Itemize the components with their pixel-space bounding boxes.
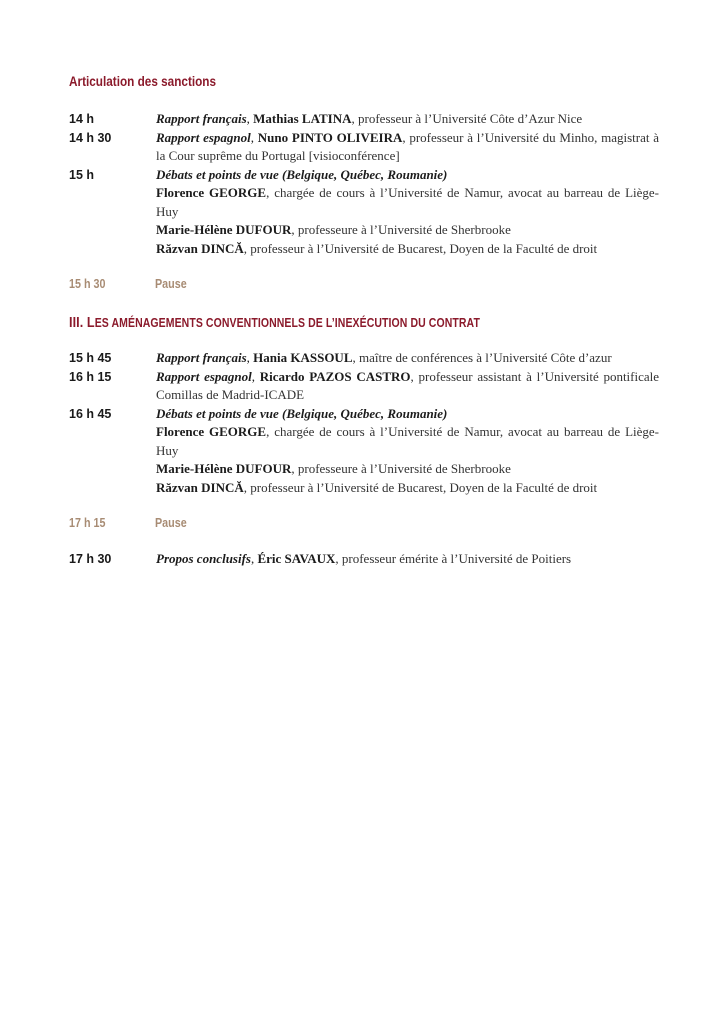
speaker-affiliation: , chargée de cours à l’Université de Namur, avocat au barreau de Liège-Huy [156, 424, 659, 458]
schedule-row [69, 405, 659, 424]
speaker-name: Éric SAVAUX [257, 551, 336, 566]
session-time-empty [69, 460, 156, 479]
session-title: Rapport espagnol [156, 368, 252, 384]
schedule-row [69, 221, 659, 240]
pause-time: 17 h 15 [69, 516, 106, 530]
session-time-empty [69, 221, 156, 240]
speaker-affiliation: , professeure à l’Université de Sherbrooke [291, 461, 511, 476]
pause-time: 15 h 30 [69, 277, 106, 291]
session-content [156, 460, 659, 479]
session-time: 14 h 30 [69, 130, 112, 145]
schedule-row [69, 166, 659, 185]
schedule-row [69, 550, 659, 569]
speaker-affiliation: , professeur à l’Université de Bucarest, Doyen de la Faculté de droit [243, 240, 598, 256]
speaker-affiliation: , professeur émérite à l’Université de Poitiers [335, 551, 572, 566]
session-title: Débats et points de vue (Belgique, Québec, Roumanie) [156, 405, 448, 421]
session-time: 17 h 30 [69, 552, 112, 566]
schedule-row [69, 240, 659, 259]
session-content: Rapport espagnol, Nuno PINTO OLIVEIRA, professeur à l’Université du Minho, magistrat à la Cour suprême du Portugal [visioconférence] [156, 129, 659, 163]
section-heading-iii [69, 314, 480, 331]
session-title: Rapport français [156, 111, 247, 126]
session-title: Rapport français [156, 350, 247, 365]
session-time: 16 h 15 [69, 369, 112, 384]
section-heading-prefix: III. L [69, 314, 95, 331]
speaker-affiliation: , professeur à l’Université de Bucarest, Doyen de la Faculté de droit [243, 479, 598, 495]
pause-label: Pause [155, 516, 187, 530]
speaker-affiliation: , professeur à l’Université du Minho, magistrat à la Cour suprême du Portugal [visioconférence] [156, 129, 659, 163]
schedule-row [69, 479, 659, 498]
speaker-name: Marie-Hélène DUFOUR [156, 461, 292, 476]
session-content [156, 184, 659, 221]
schedule-block-2 [69, 349, 659, 497]
schedule-row [69, 129, 659, 166]
session-content [156, 240, 659, 259]
speaker-name: Mathias LATINA [253, 111, 352, 126]
schedule-row [69, 349, 659, 368]
speaker-name: Hania KASSOUL [253, 350, 353, 365]
speaker-affiliation: , professeure à l’Université de Sherbrooke [291, 222, 511, 237]
session-time: 14 h [69, 112, 95, 126]
session-content [156, 405, 659, 424]
session-time: 15 h 45 [69, 351, 112, 365]
session-content: Rapport français, Hania KASSOUL, maître de conférences à l’Université Côte d’azur [156, 350, 612, 365]
schedule-row [69, 460, 659, 479]
session-time-empty [69, 240, 156, 259]
speaker-affiliation: , professeur assistant à l’Université pontificale Comillas de Madrid-ICADE [156, 368, 660, 402]
speaker-name: Florence GEORGE [156, 424, 267, 439]
section-heading-articulation: Articulation des sanctions [69, 73, 217, 89]
speaker-name: Ricardo PAZOS CASTRO [259, 368, 411, 384]
session-title: Propos conclusifs [156, 551, 251, 566]
session-time-empty [69, 184, 156, 221]
session-content: Propos conclusifs, Éric SAVAUX, professeur émérite à l’Université de Poitiers [156, 551, 572, 566]
pause-label: Pause [155, 277, 187, 291]
session-title: Rapport espagnol [156, 129, 251, 145]
section-heading-rest: ES AMÉNAGEMENTS CONVENTIONNELS DE L’INEXÉCUTION DU CONTRAT [94, 316, 480, 330]
schedule-row [69, 110, 659, 129]
session-time-empty [69, 479, 156, 498]
speaker-name: Florence GEORGE [156, 185, 267, 200]
session-time-empty [69, 423, 156, 460]
speaker-affiliation: , maître de conférences à l’Université Côte d’azur [352, 350, 612, 365]
speaker-name: Marie-Hélène DUFOUR [156, 222, 292, 237]
schedule-block-1 [69, 110, 659, 258]
session-content [156, 166, 659, 185]
session-content [156, 221, 659, 240]
schedule-row [69, 423, 659, 460]
session-time: 15 h [69, 167, 95, 182]
speaker-name: Răzvan DINCĂ [156, 240, 244, 256]
speaker-affiliation: , chargée de cours à l’Université de Namur, avocat au barreau de Liège-Huy [156, 185, 659, 219]
schedule-row [69, 184, 659, 221]
speaker-name: Răzvan DINCĂ [156, 479, 244, 495]
pause-row-1 [69, 277, 187, 291]
session-time: 16 h 45 [69, 406, 112, 421]
session-content [156, 423, 659, 460]
schedule-block-3 [69, 550, 659, 569]
schedule-row [69, 368, 659, 405]
session-content: Rapport espagnol, Ricardo PAZOS CASTRO, professeur assistant à l’Université pontificale Comillas de Madrid-ICADE [156, 368, 660, 402]
pause-row-2 [69, 516, 187, 530]
speaker-name: Nuno PINTO OLIVEIRA [257, 129, 403, 145]
session-content: Rapport français, Mathias LATINA, professeur à l’Université Côte d’Azur Nice [156, 111, 583, 126]
speaker-affiliation: , professeur à l’Université Côte d’Azur Nice [351, 111, 583, 126]
session-content [156, 479, 659, 498]
session-title: Débats et points de vue (Belgique, Québec, Roumanie) [156, 166, 448, 182]
